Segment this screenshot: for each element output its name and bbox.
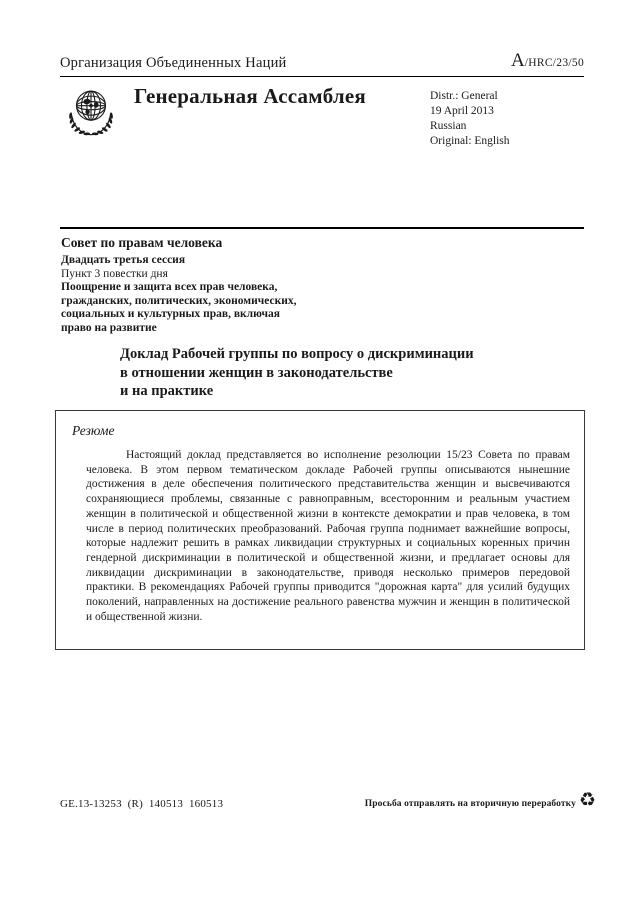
document-symbol-series: A [511,50,525,71]
report-title-line: Доклад Рабочей группы по вопросу о дискриминации [120,346,474,362]
report-title-line: и на практике [120,383,214,399]
distribution-block [430,89,510,149]
document-reference: GE.13-13253 (R) 140513 160513 [60,797,224,810]
agenda-item: Пункт 3 повестки дня [61,267,168,280]
report-title [120,345,580,401]
session-divider [60,227,584,229]
distr-language: Russian [430,120,467,132]
recycle-note-text: Просьба отправлять на вторичную переработку [364,798,576,809]
session-block [61,235,361,335]
recycle-notice [364,789,596,813]
distr-original: Original: English [430,135,510,147]
agenda-title-line: социальных и культурных прав, включая [61,308,280,320]
summary-box [55,410,585,650]
document-symbol [511,50,584,72]
summary-paragraph: Настоящий доклад представляется во исполнение резолюции 15/23 Совета по правам человека. В этом первом тематическом докладе Рабочей группы описываются нынешние достижения в деле обеспечения политического представительства женщин и высвечиваются сохраняющиеся проблемы, связанные с равноправным, всесторонним и реальным участием женщин в политической и общественной жизни в контексте демократии и прав человека, в том числе в период политических преобразований. Рабочая группа поднимает важнейшие вопросы, которые надлежит решить в рамках ликвидации структурных и социальных коренных причин гендерной дискриминации в политической и общественной жизни, и предлагает основы для ликвидации дискриминации в законодательстве, приводя несколько примеров передовой практики. В рекомендациях Рабочей группы приводится "дорожная карта" для усилий будущих поколений, направленных на достижение реального равенства мужчин и женщин в политической и общественной жизни. [86,449,570,623]
agenda-title-line: гражданских, политических, экономических, [61,294,297,307]
document-symbol-number: /HRC/23/50 [524,57,584,69]
un-emblem-icon [62,83,120,146]
distr-line: Distr.: General [430,90,498,102]
agenda-title [61,281,361,335]
agenda-title-line: Поощрение и защита всех прав человека, [61,281,278,293]
council-name: Совет по правам человека [61,235,223,250]
summary-heading: Резюме [72,423,115,438]
header-top-row [60,50,584,72]
agenda-title-line: право на развитие [61,321,157,334]
distr-date: 19 April 2013 [430,105,494,117]
header-divider [60,76,584,77]
footer [60,789,596,813]
session-number: Двадцать третья сессия [61,254,186,266]
org-name: Организация Объединенных Наций [60,55,287,71]
assembly-title: Генеральная Ассамблея [134,84,366,108]
recycle-icon: ♻ [578,789,596,811]
report-title-line: в отношении женщин в законодательстве [120,364,393,381]
